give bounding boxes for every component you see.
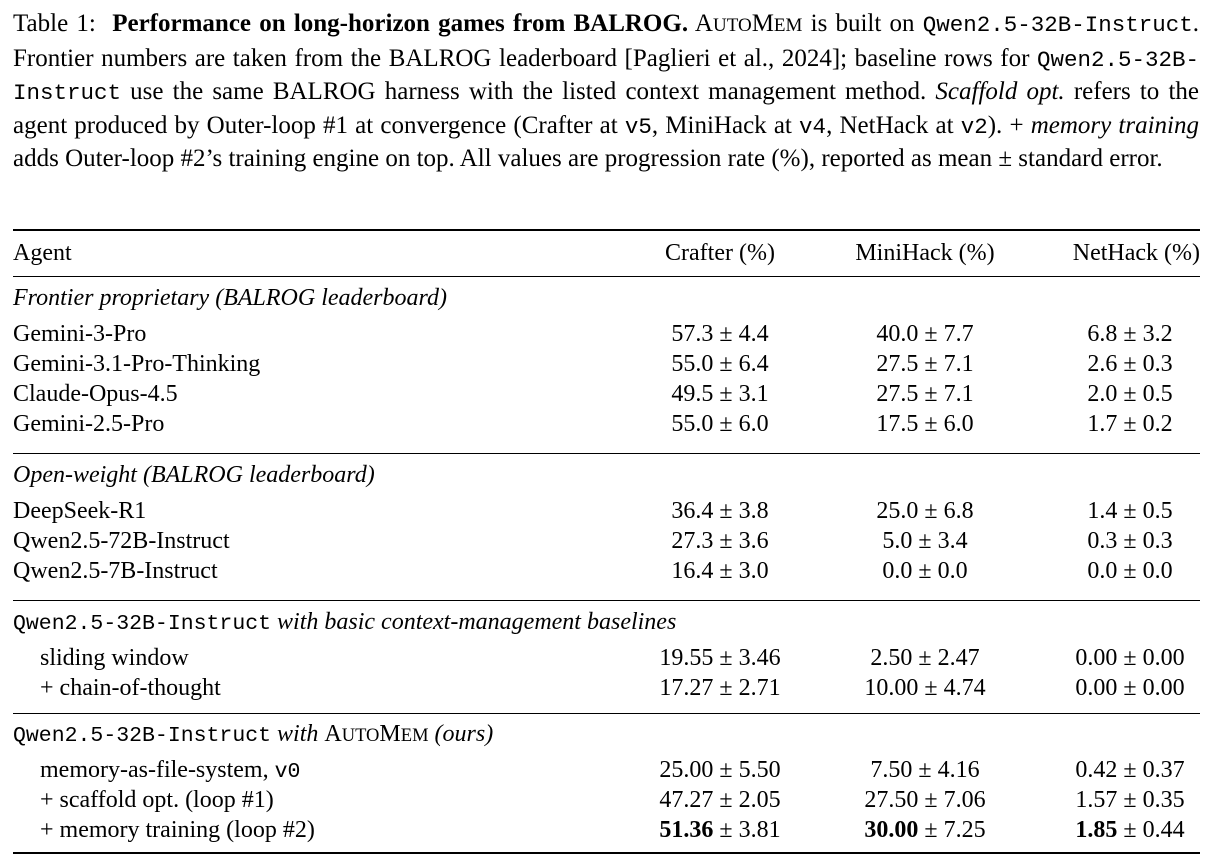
caption-label: Table 1: [13, 10, 96, 37]
table-caption: Table 1: Performance on long-horizon games from BALROG. AUTOMEM is built on Qwen2.5-32B-Instruct. Frontier numbers are taken from the BALROG leaderboard [Paglieri et al., 2024]; baseline rows for Qwen2.5-32B-Instruct use the same BALROG harness with the listed context management method. Scaffold opt. refers to the agent produced by Outer-loop #1 at convergence (Crafter at v5, MiniHack at v4, NetHack at v2). + memory training adds Outer-loop #2’s training engine on top. All values are progression rate (%), reported as mean ± standard error. [13, 10, 1200, 173]
table-row: + scaffold opt. (loop #1) 47.27 ± 2.05 27.50 ± 7.06 1.57 ± 0.35 [40, 787, 1185, 813]
group-title-ours: Qwen2.5-32B-Instruct with AUTOMEM (ours) [13, 721, 494, 748]
table-row: Gemini-3-Pro 57.3 ± 4.4 40.0 ± 7.7 6.8 ± 3.2 [13, 321, 1173, 347]
header-agent: Agent [13, 240, 72, 266]
header-rule [13, 276, 1200, 277]
group-title-frontier: Frontier proprietary (BALROG leaderboard) [13, 285, 447, 311]
header-crafter: Crafter (%) [665, 240, 775, 266]
model-name-code: Qwen2.5-32B-Instruct [13, 46, 1199, 107]
table-row: Gemini-2.5-Pro 55.0 ± 6.0 17.5 ± 6.0 1.7 ± 0.2 [13, 411, 1173, 437]
caption-title: Performance on long-horizon games from BALROG. [112, 10, 689, 37]
table-row-best: + memory training (loop #2) 51.36 ± 3.81 30.00 ± 7.25 1.85 ± 0.44 [40, 817, 1185, 843]
table-row: sliding window 19.55 ± 3.46 2.50 ± 2.47 0.00 ± 0.00 [40, 645, 1185, 671]
table-row: + chain-of-thought 17.27 ± 2.71 10.00 ± 4.74 0.00 ± 0.00 [40, 675, 1185, 701]
method-name: AUTOMEM [694, 10, 803, 37]
table-row: Qwen2.5-7B-Instruct 16.4 ± 3.0 0.0 ± 0.0 0.0 ± 0.0 [13, 558, 1173, 584]
table-row: DeepSeek-R1 36.4 ± 3.8 25.0 ± 6.8 1.4 ± 0.5 [13, 498, 1173, 524]
model-name-code: Qwen2.5-32B-Instruct [922, 12, 1193, 38]
table-bottom-rule [13, 852, 1200, 854]
table-row: Qwen2.5-72B-Instruct 27.3 ± 3.6 5.0 ± 3.4 0.3 ± 0.3 [13, 528, 1173, 554]
table-row: memory-as-file-system, v0 25.00 ± 5.50 7.50 ± 4.16 0.42 ± 0.37 [40, 757, 1185, 784]
group-rule [13, 600, 1200, 601]
header-minihack: MiniHack (%) [855, 240, 995, 266]
group-title-baselines: Qwen2.5-32B-Instruct with basic context-management baselines [13, 609, 677, 636]
group-rule [13, 713, 1200, 714]
group-rule [13, 453, 1200, 454]
table-row: Gemini-3.1-Pro-Thinking 55.0 ± 6.4 27.5 ± 7.1 2.6 ± 0.3 [13, 351, 1173, 377]
group-title-open-weight: Open-weight (BALROG leaderboard) [13, 462, 375, 488]
table-top-rule [13, 229, 1200, 231]
table-row: Claude-Opus-4.5 49.5 ± 3.1 27.5 ± 7.1 2.0 ± 0.5 [13, 381, 1173, 407]
table-header-row [0, 238, 1214, 268]
method-name: AUTOMEM [324, 721, 429, 747]
header-nethack: NetHack (%) [1072, 240, 1200, 266]
